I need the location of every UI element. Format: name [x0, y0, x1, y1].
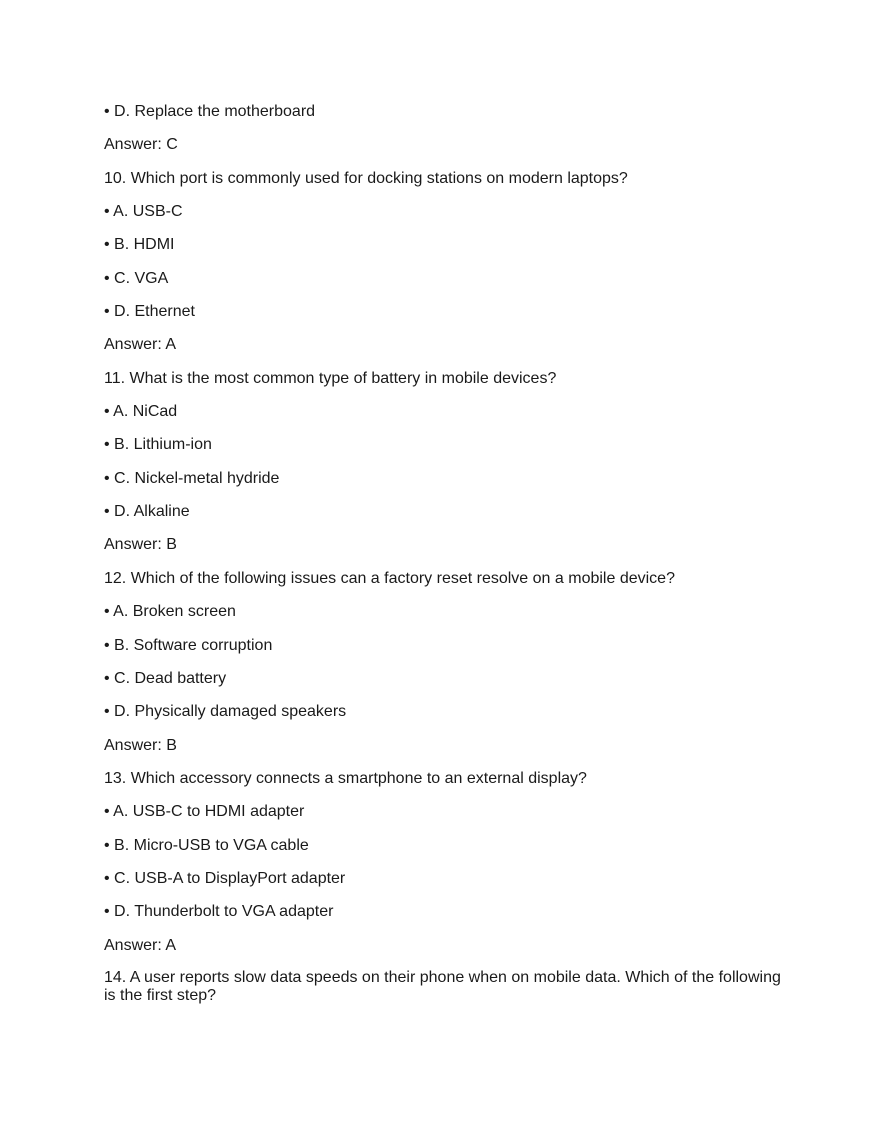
question-14: 14. A user reports slow data speeds on their phone when on mobile data. Which of the following is the first step?	[104, 968, 781, 1004]
question-11: 11. What is the most common type of battery in mobile devices?	[104, 369, 557, 387]
q11-option-c: • C. Nickel-metal hydride	[104, 469, 280, 487]
q12-answer: Answer: B	[104, 736, 177, 754]
q11-option-a: • A. NiCad	[104, 403, 178, 421]
q10-option-b: • B. HDMI	[104, 236, 175, 254]
q13-option-a: • A. USB-C to HDMI adapter	[104, 803, 305, 821]
q13-answer: Answer: A	[104, 936, 177, 954]
q11-option-d: • D. Alkaline	[104, 503, 190, 521]
q12-option-b: • B. Software corruption	[104, 636, 273, 654]
answer-line: Answer: C	[104, 136, 178, 154]
question-12: 12. Which of the following issues can a factory reset resolve on a mobile device?	[104, 569, 675, 587]
option-line: • D. Replace the motherboard	[104, 103, 316, 120]
q13-option-b: • B. Micro-USB to VGA cable	[104, 836, 309, 854]
question-10: 10. Which port is commonly used for docking stations on modern laptops?	[104, 169, 628, 187]
q10-option-d: • D. Ethernet	[104, 303, 195, 321]
q12-option-a: • A. Broken screen	[104, 603, 236, 621]
q12-option-c: • C. Dead battery	[104, 669, 227, 687]
q11-answer: Answer: B	[104, 536, 177, 554]
q10-option-c: • C. VGA	[104, 269, 169, 287]
q10-answer: Answer: A	[104, 336, 177, 354]
q11-option-b: • B. Lithium-ion	[104, 436, 212, 454]
q13-option-d: • D. Thunderbolt to VGA adapter	[104, 903, 334, 921]
q10-option-a: • A. USB-C	[104, 203, 183, 221]
document-body	[104, 102, 784, 1005]
q13-option-c: • C. USB-A to DisplayPort adapter	[104, 869, 346, 887]
question-13: 13. Which accessory connects a smartphone to an external display?	[104, 769, 587, 787]
q12-option-d: • D. Physically damaged speakers	[104, 703, 347, 721]
